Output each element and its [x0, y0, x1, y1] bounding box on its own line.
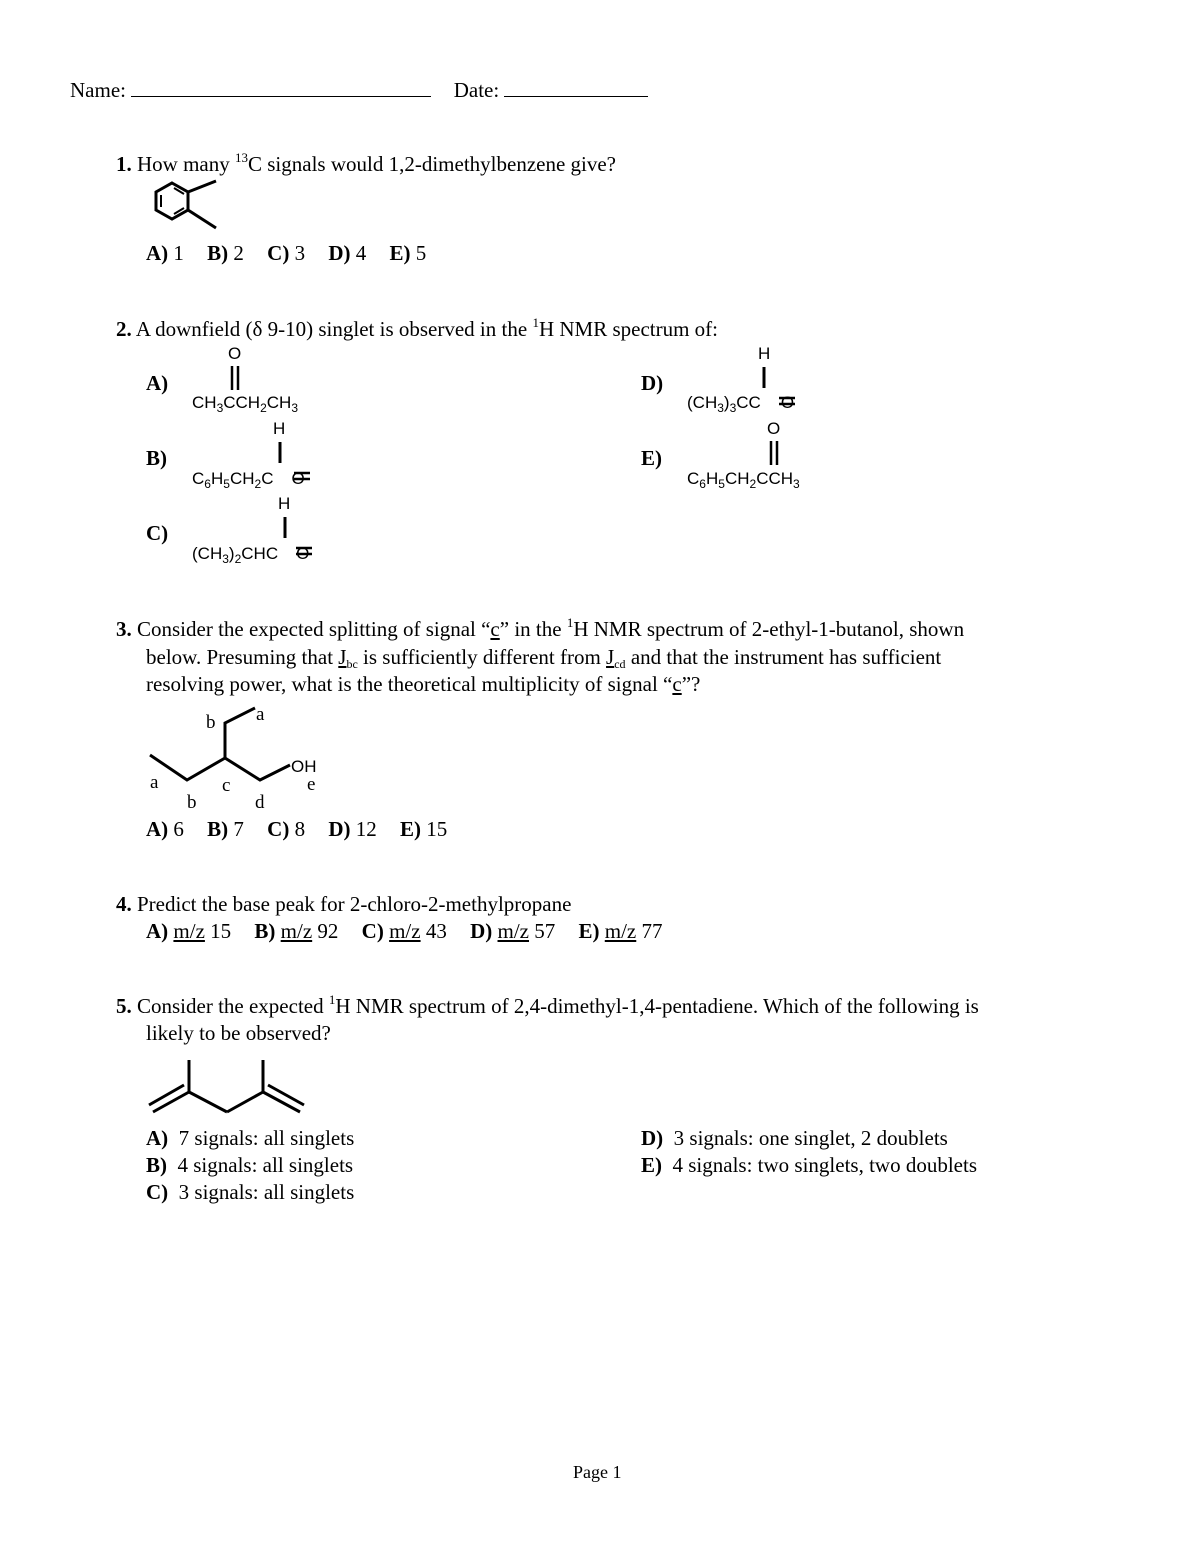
- date-label: Date:: [453, 78, 500, 102]
- date-field[interactable]: [504, 78, 648, 97]
- label-d: d: [255, 792, 265, 813]
- formula-e: $C_6H_5CH_2CCH_3$: [687, 469, 800, 491]
- formula-a: $CH_3CCH_2CH_3$: [192, 393, 299, 415]
- q5-option-e[interactable]: E) 4 signals: two singlets, two doublets: [641, 1153, 977, 1177]
- formula-d: $(CH_3)_3CC$ O: [687, 393, 795, 415]
- name-date-line: [70, 77, 648, 104]
- label-a: a: [150, 772, 159, 793]
- carbonyl-oxygen: O: [767, 419, 781, 438]
- q5-option-d[interactable]: D) 3 signals: one singlet, 2 doublets: [641, 1126, 948, 1150]
- hydroxyl-group: OH: [291, 757, 317, 776]
- name-label: Name:: [70, 78, 126, 102]
- question-5-line-2: likely to be observed?: [146, 1021, 331, 1045]
- q4-option-d[interactable]: D) m/z 57: [470, 919, 556, 943]
- q1-option-e[interactable]: E) 5: [389, 241, 427, 265]
- question-3-line-2: below. Presuming that $J_{bc}$ is sufficiently different from $J_{cd}$ and that the instrument has sufficient: [146, 645, 942, 671]
- q1-option-c[interactable]: C) 3: [267, 241, 306, 265]
- q5-option-c[interactable]: C) 3 signals: all singlets: [146, 1180, 355, 1204]
- q4-option-b[interactable]: B) m/z 92: [254, 919, 339, 943]
- label-c: c: [222, 775, 231, 796]
- q3-option-e[interactable]: E) 15: [400, 817, 448, 841]
- dimethylbenzene-structure: [148, 176, 228, 236]
- label-a: a: [256, 704, 265, 725]
- q2-option-d-label[interactable]: D): [641, 371, 664, 395]
- q1-option-b[interactable]: B) 2: [207, 241, 244, 265]
- label-b: b: [187, 792, 197, 813]
- question-1: 1. How many $^{13}$C signals would 1,2-dimethylbenzene give?: [116, 150, 617, 176]
- q1-option-d[interactable]: D) 4: [328, 241, 367, 265]
- q1-options: [146, 240, 444, 267]
- q3-option-b[interactable]: B) 7: [207, 817, 244, 841]
- q2-option-e-label[interactable]: E): [641, 446, 662, 470]
- question-3-line-3: resolving power, what is the theoretical multiplicity of signal “c”?: [146, 672, 701, 696]
- double-bond-icon: [226, 365, 246, 391]
- q4-option-a[interactable]: A) m/z 15: [146, 919, 232, 943]
- q4-option-e[interactable]: E) m/z 77: [578, 919, 663, 943]
- question-3: 3. Consider the expected splitting of signal “c” in the $^1$H NMR spectrum of 2-ethyl-1-butanol, shown: [116, 615, 965, 641]
- q5-option-b[interactable]: B) 4 signals: all singlets: [146, 1153, 354, 1177]
- q1-option-a[interactable]: A) 1: [146, 241, 184, 265]
- page-number: Page 1: [573, 1462, 622, 1482]
- q4-option-c[interactable]: C) m/z 43: [361, 919, 447, 943]
- q3-option-c[interactable]: C) 8: [267, 817, 306, 841]
- aldehyde-hydrogen: H: [278, 494, 291, 513]
- formula-c: $(CH_3)_2CHC$ O: [192, 544, 310, 566]
- question-2: 2. A downfield (δ 9-10) singlet is observed in the $^1$H NMR spectrum of:: [116, 315, 719, 341]
- q5-option-a[interactable]: A) 7 signals: all singlets: [146, 1126, 355, 1150]
- aldehyde-hydrogen: H: [758, 344, 771, 363]
- formula-b: $C_6H_5CH_2C$ O: [192, 469, 305, 491]
- dimethylpentadiene-structure: [145, 1052, 315, 1122]
- q2-option-c-label[interactable]: C): [146, 521, 169, 545]
- q4-options: [146, 918, 681, 945]
- question-4: 4. Predict the base peak for 2-chloro-2-methylpropane: [116, 892, 572, 916]
- question-5: 5. Consider the expected $^1$H NMR spectrum of 2,4-dimethyl-1,4-pentadiene. Which of the following is: [116, 992, 979, 1018]
- double-bond-icon: [765, 440, 785, 466]
- q2-option-a-label[interactable]: A): [146, 371, 169, 395]
- aldehyde-hydrogen: H: [273, 419, 286, 438]
- q3-options: [146, 816, 465, 843]
- name-field[interactable]: [131, 78, 431, 97]
- carbonyl-oxygen: O: [228, 344, 242, 363]
- label-b: b: [206, 712, 216, 733]
- q3-option-a[interactable]: A) 6: [146, 817, 184, 841]
- label-e: e: [307, 774, 316, 795]
- q2-option-b-label[interactable]: B): [146, 446, 167, 470]
- q3-option-d[interactable]: D) 12: [328, 817, 377, 841]
